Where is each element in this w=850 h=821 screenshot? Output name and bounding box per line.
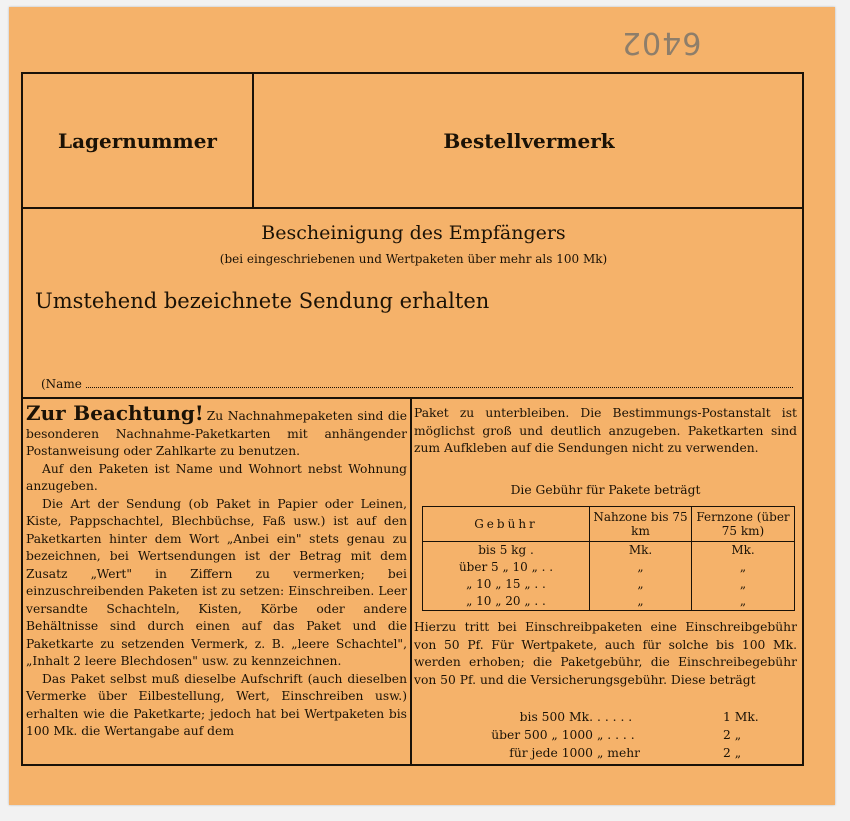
notes-p3: Die Art der Sendung (ob Paket in Papier oder Leinen, Kiste, Pappschachtel, Blechbüchse, Faß usw.) ist auf den Paketkarten hinter dem Wort „Anbei ein" stets genau zu bezeichnen, bei Wertsendungen ist der Betrag mit dem Zusatz „Wert" in Ziffern zu vermerken; bei einzuschreibenden Paketen ist zu setzen: Einschreiben. Leer versandte Schachteln, Kisten, Körbe oder andere Behältnisse sind durch einen auf das Paket und die Paketkarte zu setzenden Vermerk, z. B. „leere Schachtel", „Inhalt 2 leere Blechdosen" usw. zu kennzeichnen.	[26, 496, 407, 668]
order-note-field[interactable]	[254, 74, 804, 209]
fee-row-far: „	[692, 576, 795, 593]
fee-row-far: Mk.	[692, 542, 795, 560]
name-label: (Name	[41, 377, 82, 391]
parcel-card	[9, 7, 835, 805]
fee-row-far: „	[692, 593, 795, 611]
near-zone-header: Nahzone bis 75 km	[590, 507, 692, 542]
scale-range: bis 500 Mk.	[519, 710, 593, 724]
certificate-title: Bescheinigung des Empfängers	[261, 222, 566, 244]
fee-table	[422, 506, 795, 611]
name-signature-line[interactable]	[41, 377, 793, 391]
fee-row-label: über 5 „ 10 „ . .	[423, 559, 590, 576]
pencil-note: 6402	[621, 25, 702, 60]
fee-row-label: „ 10 „ 20 „ . .	[423, 593, 590, 611]
column-divider	[410, 397, 412, 764]
storage-number-label: Lagernummer	[58, 128, 217, 153]
order-note-label: Bestellvermerk	[443, 128, 615, 153]
notes-p5: Paket zu unterbleiben. Die Bestimmungs-Postanstalt ist möglichst groß und deutlich anzugeben. Paketkarten sind zum Aufkleben auf die Sendungen nicht zu verwenden.	[414, 406, 797, 455]
scale-row	[443, 708, 803, 726]
fee-caption: Die Gebühr für Pakete beträgt	[510, 483, 701, 497]
scale-row	[443, 744, 803, 762]
scale-fee: 1 Mk.	[723, 710, 759, 724]
notes-heading: Zur Beachtung!	[26, 401, 204, 425]
certificate-subtitle: (bei eingeschriebenen und Wertpaketen über mehr als 100 Mk)	[219, 252, 608, 266]
far-zone-header: Fernzone (über 75 km)	[692, 507, 795, 542]
notes-p4: Das Paket selbst muß dieselbe Aufschrift (auch dieselben Vermerke über Eilbestellung, Wert, Einschreiben usw.) erhalten wie die Paketkarte; jedoch hat bei Wertpaketen bis 100 Mk. die Wertangabe auf dem	[26, 671, 407, 738]
scale-range: über 500 „ 1000	[491, 728, 593, 742]
form-frame	[21, 72, 804, 766]
fee-row-near: „	[590, 593, 692, 611]
scale-dots: „ mehr	[597, 746, 641, 760]
fee-row-near: „	[590, 559, 692, 576]
fee-row-label: bis 5 kg .	[423, 542, 590, 560]
name-dotted-line	[86, 378, 793, 388]
fee-row-label: „ 10 „ 15 „ . .	[423, 576, 590, 593]
scale-dots: . . . . .	[597, 710, 633, 724]
notes-right-column	[414, 405, 797, 458]
insurance-scale	[443, 708, 803, 762]
fee-row-near: Mk.	[590, 542, 692, 560]
section-divider	[23, 397, 804, 399]
fee-col-header: Gebühr	[423, 507, 590, 542]
fee-row-far: „	[692, 559, 795, 576]
scale-range: für jede 1000	[509, 746, 593, 760]
storage-number-field[interactable]	[23, 74, 254, 209]
fee-row-near: „	[590, 576, 692, 593]
notes-p2: Auf den Paketen ist Name und Wohnort nebst Wohnung anzugeben.	[26, 461, 407, 493]
scale-fee: 2 „	[723, 728, 742, 742]
notes-p1: Zu Nachnahmepaketen sind die besonderen Nachnahme-Paketkarten mit anhängender Postanweisung oder Zahlkarte zu benutzen.	[26, 409, 408, 458]
scale-fee: 2 „	[723, 746, 742, 760]
received-statement: Umstehend bezeichnete Sendung erhalten	[35, 289, 490, 313]
registered-fee-text: Hierzu tritt bei Einschreibpaketen eine Einschreibgebühr von 50 Pf. Für Wertpakete, auch für solche bis 100 Mk. werden erhoben; die Paketgebühr, die Einschreibegebühr von 50 Pf. und die Versicherungsgebühr. Diese beträgt	[414, 620, 797, 687]
scale-row	[443, 726, 803, 744]
notes-left-column	[26, 401, 408, 741]
scale-dots: „ . . . .	[597, 728, 635, 742]
